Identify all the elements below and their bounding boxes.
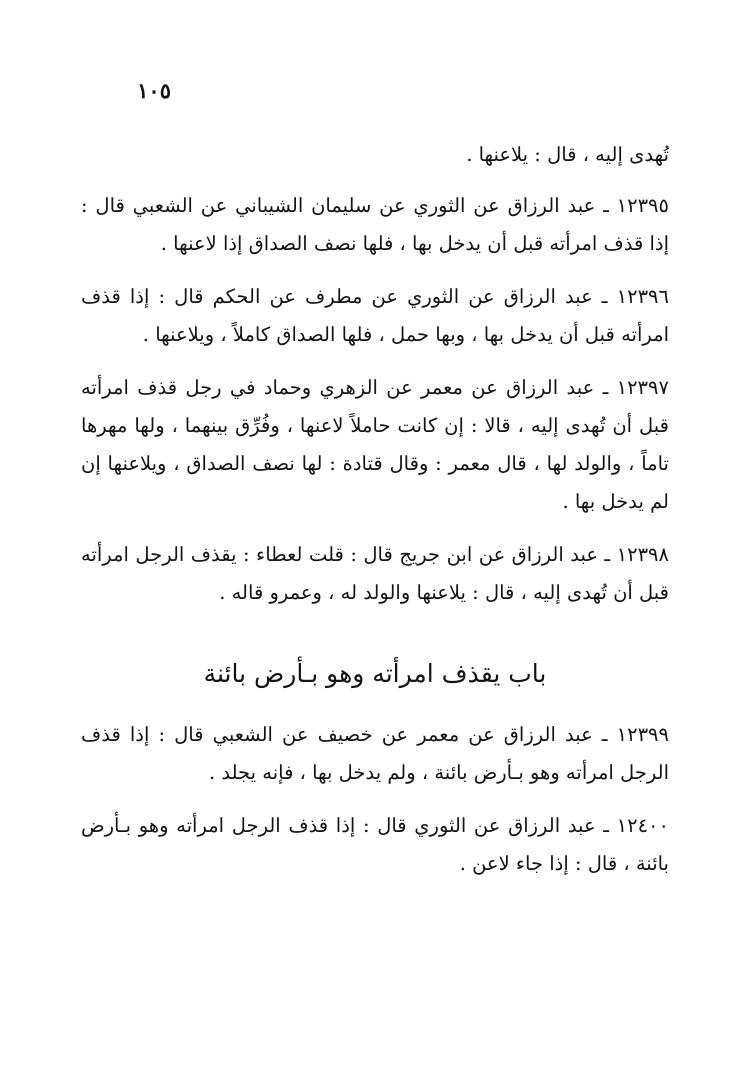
hadith-paragraph-12399 [81, 716, 669, 792]
hadith-number: ١٢٣٩٨ [616, 543, 669, 566]
hadith-number: ١٢٤٠٠ [616, 814, 669, 837]
hadith-text: ـ عبد الرزاق عن الثوري عن سليمان الشيباني عن الشعبي قال : إذا قذف امرأته قبل أن يدخل بها ، فلها نصف الصداق إذا لاعنها . [81, 194, 669, 255]
hadith-number: ١٢٣٩٦ [616, 285, 670, 308]
hadith-paragraph-12395 [81, 187, 669, 263]
hadith-paragraph-12396 [81, 278, 669, 354]
hadith-paragraph-12400 [81, 807, 669, 883]
intro-line: تُهدى إليه ، قال : يلاعنها . [466, 143, 669, 166]
hadith-text: ـ عبد الرزاق عن ابن جريج قال : قلت لعطاء : يقذف الرجل امرأته قبل أن تُهدى إليه ، قال : يلاعنها والولد له ، وعمرو قاله . [81, 543, 669, 604]
page-content [81, 136, 669, 883]
hadith-number: ١٢٣٩٩ [616, 723, 669, 746]
hadith-text: ـ عبد الرزاق عن الثوري عن مطرف عن الحكم قال : إذا قذف امرأته قبل أن يدخل بها ، وبها حمل ، فلها الصداق كاملاً ، ويلاعنها . [81, 285, 669, 346]
chapter-title: باب يقذف امرأته وهو بـأرض بائنة [203, 659, 547, 688]
hadith-text: ـ عبد الرزاق عن معمر عن الزهري وحماد في رجل قذف امرأته قبل أن تُهدى إليه ، قالا : إن كانت حاملاً لاعنها ، وفُرِّق بينهما ، ولها مهرها تاماً ، والولد لها ، قال معمر : وقال قتادة : لها نصف الصداق ، ويلاعنها إن لم يدخل بها . [81, 376, 669, 513]
hadith-paragraph-12398 [81, 536, 669, 612]
hadith-text: ـ عبد الرزاق عن معمر عن خصيف عن الشعبي قال : إذا قذف الرجل امرأته وهو بـأرض بائنة ، ولم يدخل بها ، فإنه يجلد . [81, 723, 669, 784]
hadith-paragraph-12397 [81, 369, 669, 521]
hadith-text: ـ عبد الرزاق عن الثوري قال : إذا قذف الرجل امرأته وهو بـأرض بائنة ، قال : إذا جاء لاعن . [81, 814, 669, 875]
page-number: ١٠٥ [137, 78, 171, 103]
hadith-number: ١٢٣٩٧ [616, 376, 669, 399]
hadith-number: ١٢٣٩٥ [616, 194, 670, 217]
